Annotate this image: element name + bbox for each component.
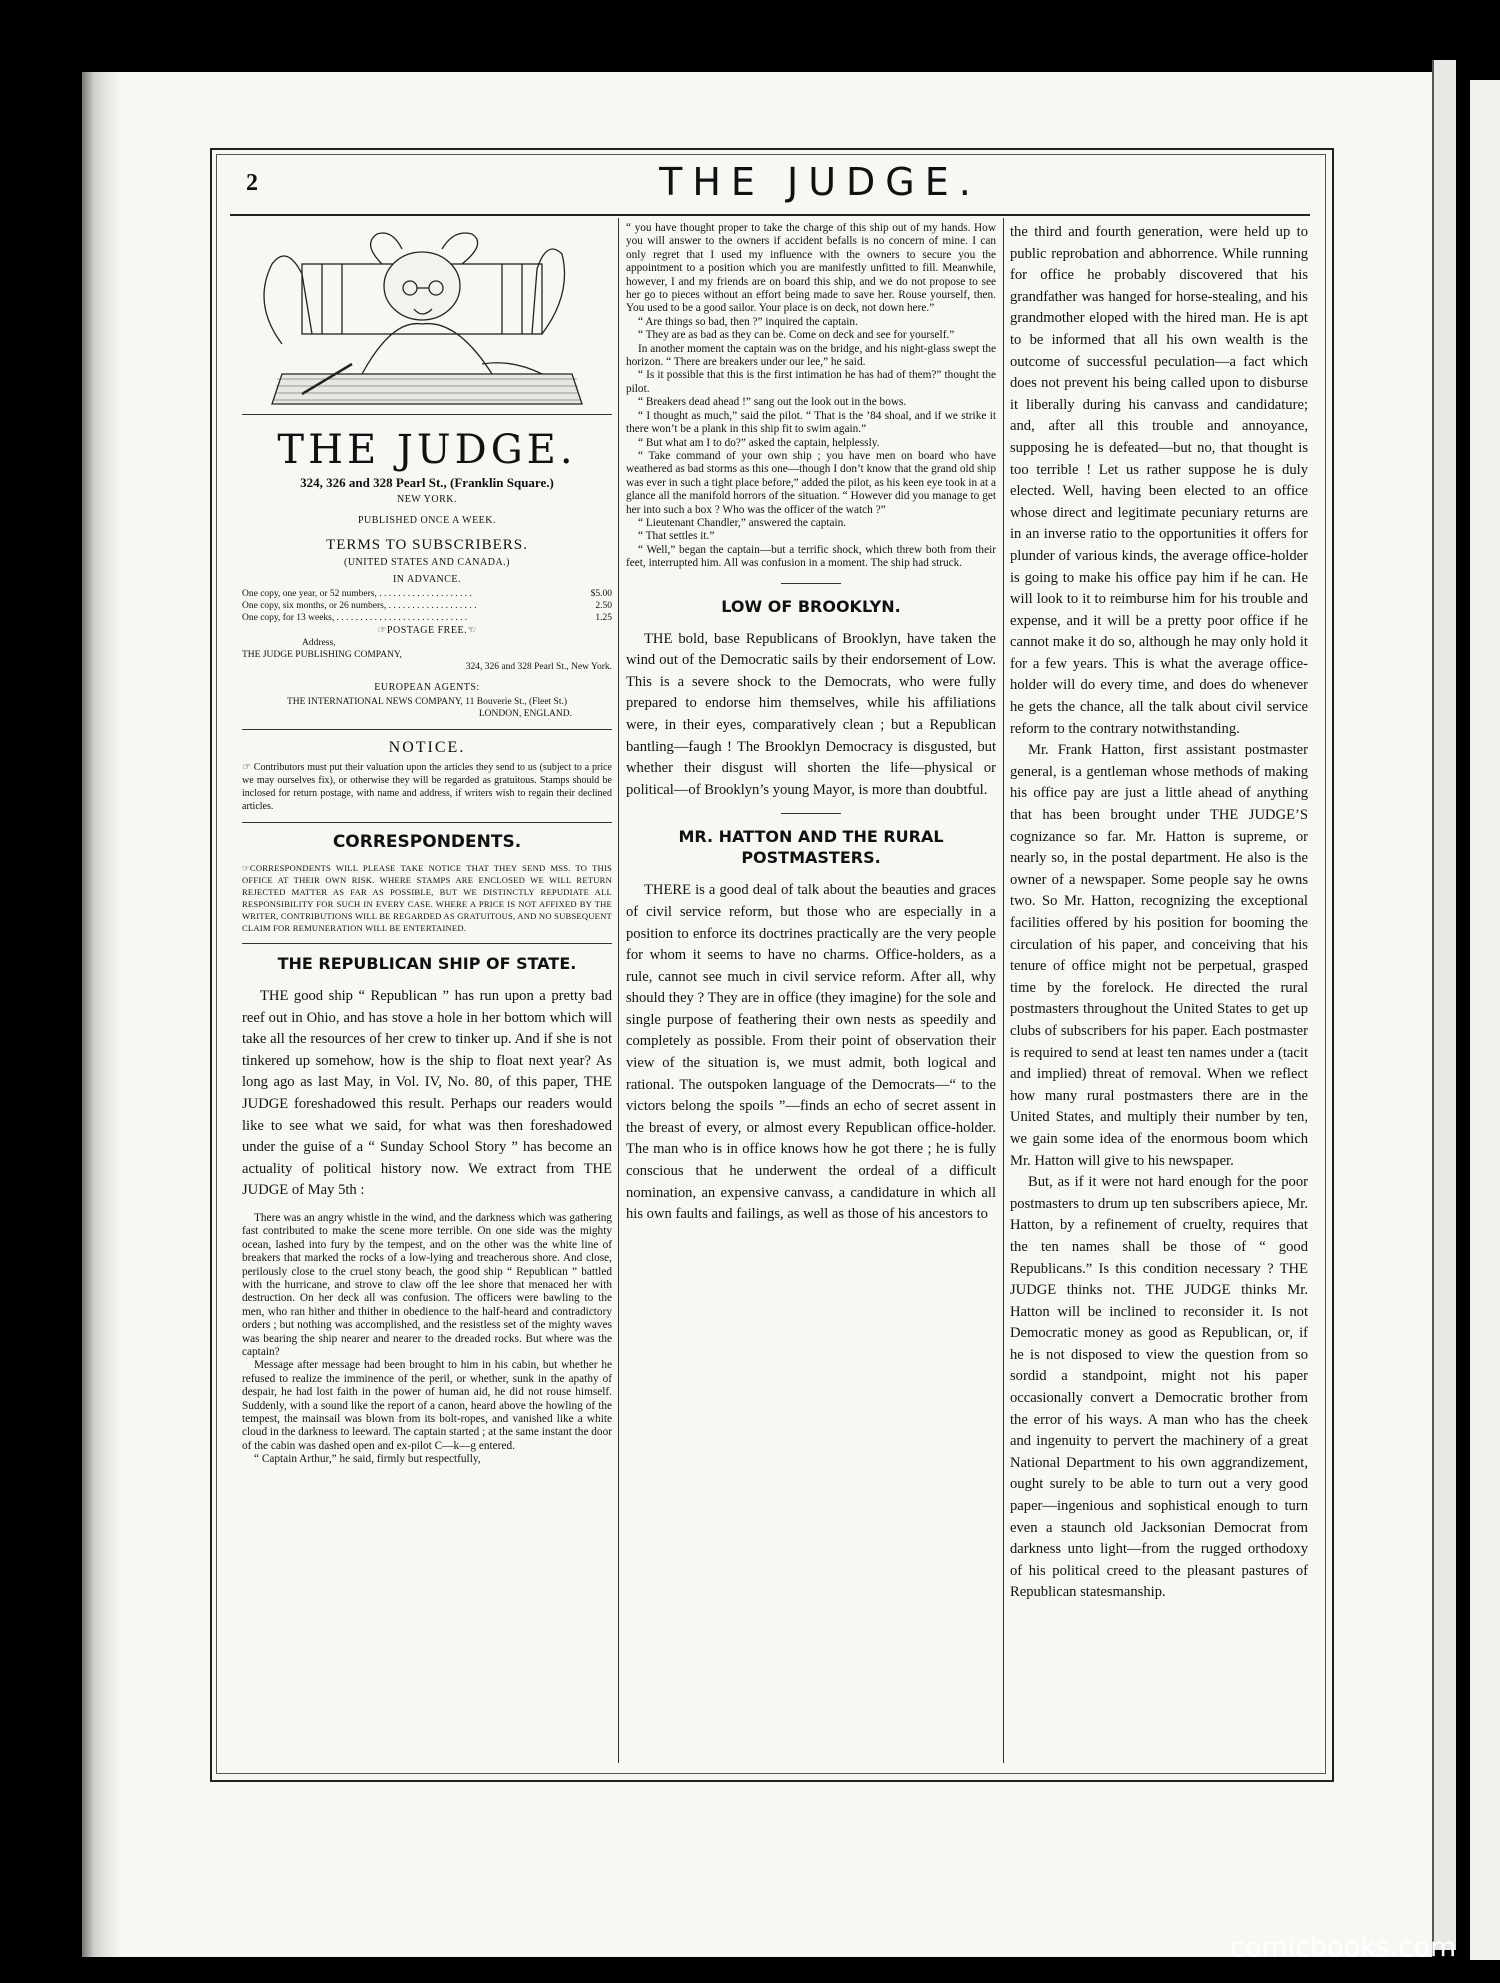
- divider: [242, 414, 612, 415]
- article-body-hatton: THERE is a good deal of talk about the beauties and graces of civil service reform, but those who are especially in a position to enforce its doctrines practically are the very people for whom it seems to have no charms. Office-holders, as a rule, cannot see much in civil service reform. After all, why should they ? They are in office (they imagine) for the sole and single purpose of feathering their own nests as speedily and completely as possible. From their point of observation their view of the situation is, we must admit, both logical and rational. The outspoken language of the Democrats—“ to the victors belong the spoils ”—finds an echo of secret assent in the breast of every, or almost every Republican office-holder. The man who is in office knows how he got there ; he is fully conscious that he underwent the ordeal of a difficult nomination, an expensive canvass, a candidature in which all his own faults and failings, as well as those of his ancestors to: [626, 882, 996, 1223]
- next-page-edge: [1470, 80, 1500, 1960]
- article-body-low: THE bold, base Republicans of Brooklyn, have taken the wind out of the Democratic sails by their endorsement of Low. This is a severe shock to the Democrats, who were fully prepared to endorse him themselves, while his affiliations were, in their eyes, comparatively clean ; but a Republican bantling—faugh ! The Brooklyn Democracy is disgusted, but whether their disgust will shorten the life—physical or political—of Brooklyn’s young Mayor, is more than doubtful.: [626, 630, 996, 798]
- article-heading-low: LOW OF BROOKLYN.: [721, 596, 901, 616]
- divider: [242, 822, 612, 823]
- rate-row: One copy, for 13 weeks, . . . . . . . . . . . . . . . . . . . . . . . . . . . . 1.25: [242, 613, 612, 623]
- postage-free: ☞POSTAGE FREE.☜: [377, 625, 477, 636]
- column-right: [1010, 222, 1308, 1604]
- publication-address: 324, 326 and 328 Pearl St., (Franklin Square.): [300, 475, 554, 490]
- publication-title: THE JUDGE.: [277, 427, 577, 473]
- notice-text: ☞ Contributors must put their valuation upon the articles they send to us (subject to a price we may ourselves fix), or otherwise they will be regarded as gratuitous. Stamps should be inclosed for return postage, with name and address, if writers wish to regain their declined articles.: [242, 762, 612, 812]
- article-body-hatton-continued: the third and fourth generation, were held up to public reprobation and abhorrence. While running for office he probably discovered that his grandfather was hanged for horse-stealing, and his grandmother eloped with the hired man. He is apt to be informed that all his own wealth is the outcome of successful peculation—a fact which does not prevent his being called upon to disburse it liberally during his canvass and candidature; and, after all this trouble and annoyance, supposing he is defeated—but no, that thought is too terrible ! Let us rather suppose he is duly elected. Well, having been elected to an office whose direct and legitimate pecuniary returns are in an inverse ratio to the opportunities it offers for plunder of various kinds, the average office-holder is going to make his office pay him if he can. He will look to it to reimburse him for his trouble and expense, and it will be a pretty poor office if he cannot make it do so, although he may only hold it for a few years. This is what the average office-holder will do every time, and does do whenever he gets the chance, all the talk about civil service reform to the contrary notwithstanding. Mr. Frank Hatton, first assistant postmaster general, is a gentleman whose methods of making his office pay are just a little ahead of anything that has been brought under THE JUDGE’S cognizance so far. Mr. Hatton is supreme, or nearly so, in the postal department. He also is the owner of a newspaper. Some people say he owns two. So Mr. Hatton, recognizing the exceptional facilities offered by his position for booming the circulation of his paper, and conceiving that his tenure of office might not be perpetual, grasped time by the forelock. He directed the rural postmasters throughout the United States to get up clubs of subscribers for his paper. Each postmaster is required to send at least ten names under a (tacit and implied) threat of removal. When we reflect how many rural postmasters there are in the United States, and multiply their number by ten, we gain some idea of the enormous boom which Mr. Hatton will give to his newspaper. But, as if it were not hard enough for the poor postmasters to drum up ten subscribers apiece, Mr. Hatton, by a refinement of cruelty, requires that the ten names shall be those of “ good Republicans.” Is this condition necessary ? THE JUDGE thinks not. THE JUDGE thinks Mr. Hatton will be inclined to reconsider it. Is not Democratic money as good as Republican, or, if he is not disposed to view the question from so sordid a standpoint, might not his paper occasionally convert a Democratic brother from the error of his ways. A man who has the cheek and ingenuity to pervert the machinery of a great National Department to his own aggrandizement, ought surely to be able to turn out a very good paper—ingenious and sophistical enough to turn even a staunch old Jacksonian Democrat from darkness unto light—from the rugged orthodoxy of his political creed to the pleasant pastures of Republican statesmanship.: [1010, 224, 1308, 1601]
- terms-region: (UNITED STATES AND CANADA.): [343, 557, 511, 568]
- column-left: [242, 222, 612, 1467]
- judge-illustration: [242, 224, 612, 409]
- european-agents-heading: EUROPEAN AGENTS:: [374, 682, 480, 693]
- notice-heading: NOTICE.: [388, 739, 466, 756]
- watermark: comicbooks.com: [1230, 1932, 1457, 1963]
- article-body-ship: THE good ship “ Republican ” has run upon a pretty bad reef out in Ohio, and has stove a hole in her bottom which will take all the resources of her crew to tinker up. And if she is not tinkered up somehow, how is the ship to float next year? As long ago as last May, in Vol. IV, No. 80, of this paper, THE JUDGE foreshadowed this result. Perhaps our readers would like to see what we said, for what was then foreshadowed under the guise of a “ Sunday School Story ” has become an actuality of political history now. We extract from THE JUDGE of May 5th :: [242, 988, 612, 1199]
- correspondents-text: ☞CORRESPONDENTS WILL PLEASE TAKE NOTICE THAT THEY SEND MSS. TO THIS OFFICE AT THEIR OWN RISK. WHERE STAMPS ARE ENCLOSED WE WILL RETURN REJECTED MATTER AS FAR AS POSSIBLE, BUT WE DISTINCTLY REPUDIATE ALL RESPONSIBILITY FOR SUCH IN EVERY CASE. WHERE A PRICE IS NOT AFFIXED BY THE WRITER, CONTRIBUTIONS WILL BE REGARDED AS GRATUITOUS, AND NO SUBSEQUENT CLAIM FOR REMUNERATION WILL BE ENTERTAINED.: [242, 863, 612, 933]
- terms-heading: TERMS TO SUBSCRIBERS.: [326, 537, 528, 553]
- article-excerpt-ship: There was an angry whistle in the wind, and the darkness which was gathering fast contributed to make the scene more terrible. On one side was the mighty ocean, lashed into fury by the tempest, and on the other was the white line of breakers that marked the rocks of a low-lying and treacherous shore. And close, perilously close to the cruel stony beach, the good ship “ Republican ” battled with the hurricane, and strove to claw off the lee shore that menaced her with destruction. On her deck all was confusion. The officers were bawling to the men, who ran hither and thither in obedience to the half-heard and contradictory orders ; but nothing was accomplished, and the resistless set of the mighty waves was bearing the ship nearer and nearer to the dreaded rocks. But where was the captain? Message after message had been brought to him in his cabin, but whether he refused to realize the imminence of the peril, or whether, sunk in the apathy of despair, he had lost faith in the power of human aid, he did not rouse himself. Suddenly, with a sound like the report of a canon, heard above the howling of the tempest, the mainsail was blown from its bolt-ropes, and vanished like a white cloud in the darkness to leeward. The captain started ; at the same instant the door of the cabin was dashed open and ex-pilot C—k—g entered. “ Captain Arthur,” he said, firmly but respectfully,: [242, 1211, 612, 1466]
- correspondents-heading: CORRESPONDENTS.: [332, 832, 522, 852]
- article-heading-ship: THE REPUBLICAN SHIP OF STATE.: [277, 954, 577, 973]
- page-binding-shadow: [82, 72, 122, 1957]
- column-middle: [626, 222, 996, 1226]
- masthead-title: THE JUDGE.: [659, 160, 981, 204]
- column-rule-2: [1003, 218, 1004, 1763]
- masthead-rule: [230, 214, 1310, 216]
- european-agents-line: THE INTERNATIONAL NEWS COMPANY, 11 Bouverie St., (Fleet St.): [286, 697, 568, 707]
- publication-city: NEW YORK.: [396, 494, 458, 505]
- publisher-address: 324, 326 and 328 Pearl St., New York.: [465, 662, 612, 672]
- publication-frequency: PUBLISHED ONCE A WEEK.: [357, 515, 497, 526]
- divider: [242, 943, 612, 944]
- page-number: 2: [246, 170, 258, 196]
- european-agents-location: LONDON, ENGLAND.: [478, 709, 572, 719]
- divider: [242, 729, 612, 730]
- address-label: Address,: [302, 638, 336, 648]
- divider: [781, 813, 841, 814]
- publisher-name: THE JUDGE PUBLISHING COMPANY,: [242, 650, 402, 660]
- article-excerpt-ship-continued: “ you have thought proper to take the charge of this ship out of my hands. How you will answer to the owners if accident befalls is no concern of mine. I can only regret that I used my influence with the owners to secure you the appointment to a position which you are manifestly unfitted to fill. Meanwhile, however, I and my friends are on board this ship, and we do not propose to see her go to pieces without an effort being made to save her. Rouse yourself, then. You used to be a good sailor. Your place is on deck, not down here.” “ Are things so bad, then ?” inquired the captain. “ They are as bad as they can be. Come on deck and see for yourself.” In another moment the captain was on the bridge, and his night-glass swept the horizon. “ There are breakers under our lee,” he said. “ Is it possible that this is the first intimation he has had of them?” thought the pilot. “ Breakers dead ahead !” sang out the look out in the bows. “ I thought as much,” said the pilot. “ That is the ’84 shoal, and if we strike it there won’t be a plank in this ship fit to swim again.” “ But what am I to do?” asked the captain, helplessly. “ Take command of your own ship ; you have men on board who have weathered as bad storms as this one—though I don’t know that the grand old ship was ever in such a tight place before,” added the pilot, as his keen eye took in at a glance all the manifold horrors of the situation. “ However did you manage to get her into such a box ? Who was the officer of the watch ?” “ Lieutenant Chandler,” answered the captain. “ That settles it.” “ Well,” began the captain—but a terrific shock, which threw both from their feet, interrupted him. All was confusion in a moment. The ship had struck.: [626, 222, 996, 570]
- rate-row: One copy, six months, or 26 numbers, . . . . . . . . . . . . . . . . . . . 2.50: [242, 601, 612, 611]
- terms-advance: IN ADVANCE.: [392, 574, 462, 585]
- article-heading-hatton: MR. HATTON AND THE RURAL POSTMASTERS.: [678, 827, 944, 868]
- rate-row: One copy, one year, or 52 numbers, . . . . . . . . . . . . . . . . . . . . $5.00: [242, 589, 612, 599]
- column-rule-1: [618, 218, 619, 1763]
- divider: [781, 583, 841, 584]
- page-edge: [1432, 60, 1456, 1950]
